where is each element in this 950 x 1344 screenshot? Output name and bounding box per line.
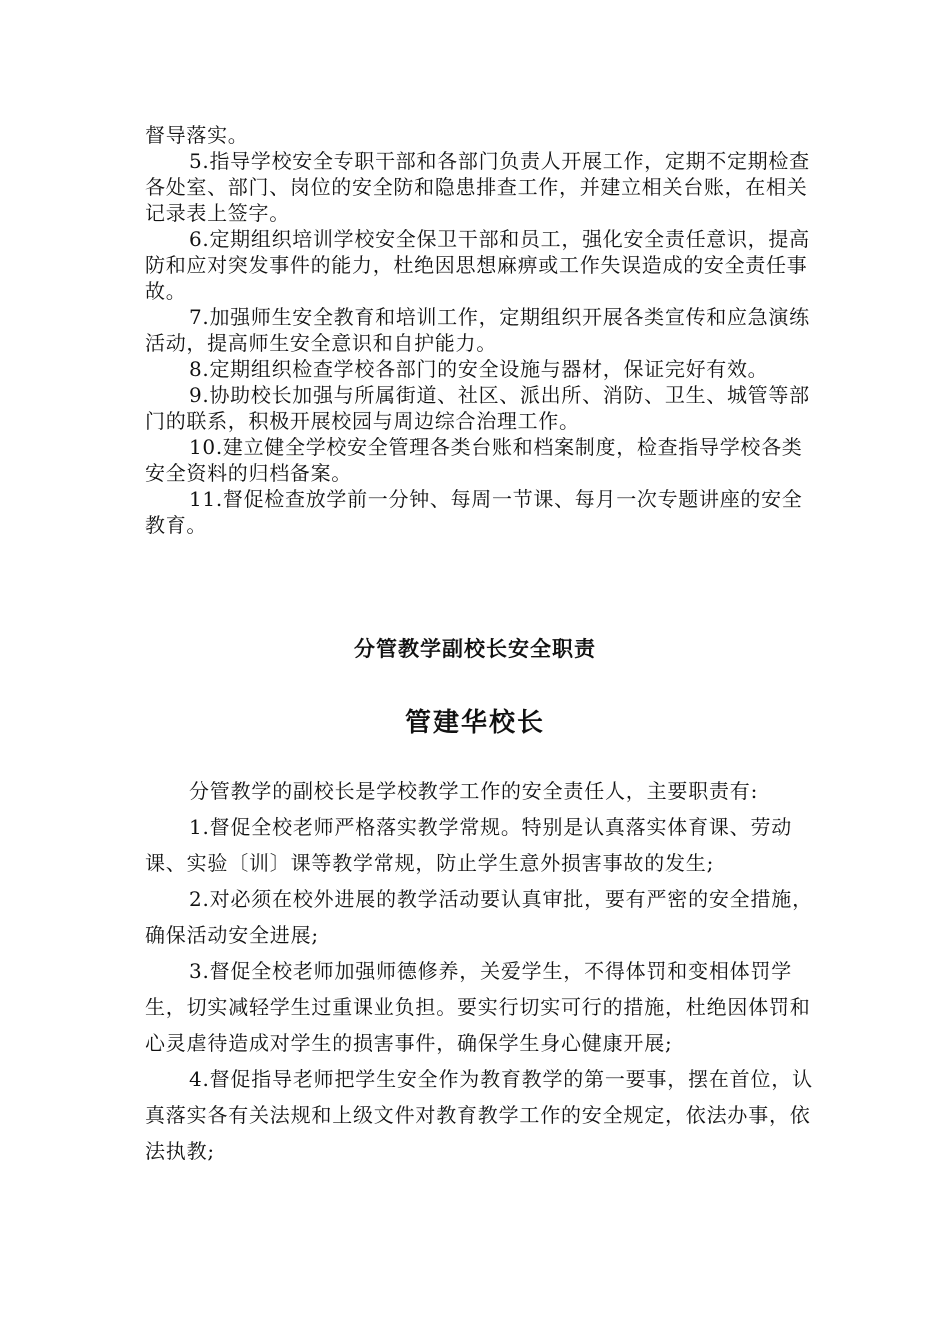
duty-4: 4.督促指导老师把学生安全作为教育教学的第一要事，摆在首位，认真落实各有关法规和上级文件对教育教学工作的安全规定，依法办事，依法执教; <box>145 1067 813 1163</box>
intro-paragraph: 分管教学的副校长是学校教学工作的安全责任人，主要职责有: <box>189 779 759 803</box>
paragraph-continuation: 督导落实。 <box>145 123 249 147</box>
vice-principal-responsibilities <box>145 773 815 1169</box>
item-6: 6.定期组织培训学校安全保卫干部和员工，强化安全责任意识，提高防和应对突发事件的能力，杜绝因思想麻痹或工作失误造成的安全责任事故。 <box>145 227 810 303</box>
duty-2: 2.对必须在校外进展的教学活动要认真审批，要有严密的安全措施，确保活动安全进展; <box>145 887 813 947</box>
item-11: 11.督促检查放学前一分钟、每周一节课、每月一次专题讲座的安全教育。 <box>145 487 803 537</box>
duty-3: 3.督促全校老师加强师德修养，关爱学生，不得体罚和变相体罚学生，切实减轻学生过重课业负担。要实行切实可行的措施，杜绝因体罚和心灵虐待造成对学生的损害事件，确保学生身心健康开展; <box>145 959 811 1055</box>
item-10: 10.建立健全学校安全管理各类台账和档案制度，检查指导学校各类安全资料的归档备案。 <box>145 435 803 485</box>
item-9: 9.协助校长加强与所属街道、社区、派出所、消防、卫生、城管等部门的联系，积极开展校园与周边综合治理工作。 <box>145 383 810 433</box>
duty-1: 1.督促全校老师严格落实教学常规。特别是认真落实体育课、劳动课、实验〔训〕课等教学常规，防止学生意外损害事故的发生; <box>145 815 793 875</box>
section-title: 分管教学副校长安全职责 <box>354 637 596 661</box>
section-subtitle: 管建华校长 <box>404 708 545 738</box>
responsibilities-continued <box>145 122 815 538</box>
item-7: 7.加强师生安全教育和培训工作，定期组织开展各类宣传和应急演练活动，提高师生安全意识和自护能力。 <box>145 305 810 355</box>
item-5: 5.指导学校安全专职干部和各部门负责人开展工作，定期不定期检查各处室、部门、岗位的安全防和隐患排查工作，并建立相关台账，在相关记录表上签字。 <box>145 149 810 225</box>
item-8: 8.定期组织检查学校各部门的安全设施与器材，保证完好有效。 <box>189 357 769 381</box>
